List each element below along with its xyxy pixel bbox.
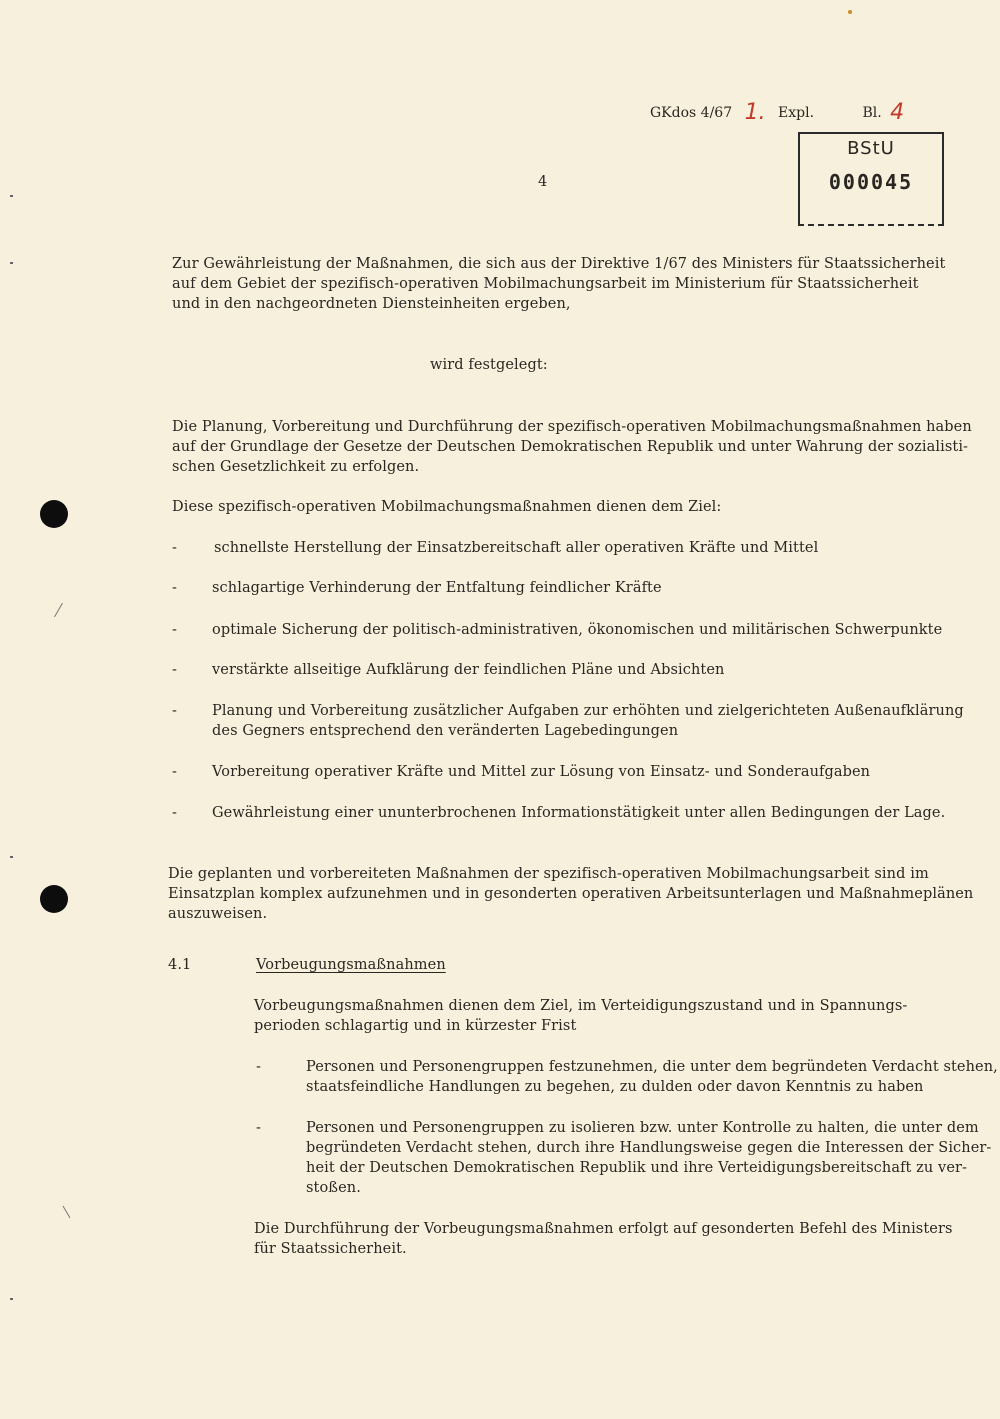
list-item-line: staatsfeindliche Handlungen zu begehen, zu dulden oder davon Kenntnis zu haben [306, 1079, 924, 1095]
paragraph-line: Einsatzplan komplex aufzunehmen und in gesonderten operativen Arbeitsunterlagen und Maßnahmeplänen [168, 886, 974, 902]
paragraph-line: Die geplanten und vorbereiteten Maßnahmen der spezifisch-operativen Mobilmachungsarbeit sind im [168, 866, 929, 882]
measures-paragraph [168, 864, 973, 924]
list-item: Gewährleistung einer ununterbrochenen Informationstätigkeit unter allen Bedingungen der Lage. [212, 805, 946, 821]
paragraph-line: auf der Grundlage der Gesetze der Deutschen Demokratischen Republik und unter Wahrung der sozialisti- [172, 439, 969, 455]
list-item: optimale Sicherung der politisch-administrativen, ökonomischen und militärischen Schwerpunkte [212, 622, 943, 638]
list-item-line: des Gegners entsprechend den veränderten Lagebedingungen [212, 723, 679, 739]
closing-paragraph [254, 1219, 953, 1259]
list-item: schnellste Herstellung der Einsatzbereitschaft aller operativen Kräfte und Mittel [214, 540, 819, 556]
edge-mark [10, 262, 13, 264]
edge-mark [10, 1298, 13, 1300]
list-item: schlagartige Verhinderung der Entfaltung feindlicher Kräfte [212, 580, 662, 596]
intro-line: Zur Gewährleistung der Maßnahmen, die sich aus der Direktive 1/67 des Ministers für Staatssicherheit [172, 256, 946, 272]
list-dash: - [256, 1059, 261, 1075]
list-item [306, 1118, 991, 1198]
list-item: verstärkte allseitige Aufklärung der feindlichen Pläne und Absichten [212, 662, 725, 678]
pencil-mark [54, 603, 63, 617]
list-item-line: begründeten Verdacht stehen, durch ihre Handlungsweise gegen die Interessen der Sicher- [306, 1140, 992, 1156]
paragraph-line: Die Durchführung der Vorbeugungsmaßnahmen erfolgt auf gesonderten Befehl des Ministers [254, 1221, 953, 1237]
list-item-line: heit der Deutschen Demokratischen Republik und ihre Verteidigungsbereitschaft zu ver- [306, 1160, 968, 1176]
pencil-mark [63, 1206, 71, 1219]
stain-dot [848, 10, 852, 14]
punch-hole [40, 885, 68, 913]
punch-hole [40, 500, 68, 528]
sheet-label: Bl. [862, 105, 882, 121]
list-item-line: Personen und Personengruppen zu isolieren bzw. unter Kontrolle zu halten, die unter dem [306, 1120, 979, 1136]
stamp-organization: BStU [847, 138, 895, 159]
list-item-line: stoßen. [306, 1180, 361, 1196]
paragraph-line: schen Gesetzlichkeit zu erfolgen. [172, 459, 420, 475]
list-dash: - [172, 622, 177, 638]
section-intro [254, 996, 907, 1036]
planning-paragraph [172, 417, 972, 477]
list-item: Vorbereitung operativer Kräfte und Mittel zur Lösung von Einsatz- und Sonderaufgaben [212, 764, 871, 780]
list-dash: - [256, 1120, 261, 1136]
section-number: 4.1 [168, 957, 192, 973]
section-title: Vorbeugungsmaßnahmen [256, 957, 446, 973]
list-dash: - [172, 805, 177, 821]
list-dash: - [172, 662, 177, 678]
list-item [306, 1057, 998, 1097]
copy-label: Expl. [778, 105, 815, 121]
goals-intro: Diese spezifisch-operativen Mobilmachungsmaßnahmen dienen dem Ziel: [172, 499, 722, 515]
paragraph-line: Vorbeugungsmaßnahmen dienen dem Ziel, im Verteidigungszustand und in Spannungs- [254, 998, 908, 1014]
list-item [212, 701, 964, 741]
archive-stamp [798, 132, 944, 226]
list-item-line: Personen und Personengruppen festzunehmen, die unter dem begründeten Verdacht stehen, [306, 1059, 998, 1075]
copy-number-handwritten: 1. [744, 100, 766, 125]
list-item-line: Planung und Vorbereitung zusätzlicher Aufgaben zur erhöhten und zielgerichteten Außenaufklärung [212, 703, 964, 719]
reference-code: GKdos 4/67 [650, 105, 733, 121]
decree-line: wird festgelegt: [430, 357, 548, 373]
list-dash: - [172, 540, 177, 556]
page-number: 4 [538, 174, 548, 190]
paragraph-line: perioden schlagartig und in kürzester Frist [254, 1018, 577, 1034]
edge-mark [10, 195, 13, 197]
intro-paragraph [172, 254, 945, 314]
sheet-number-handwritten: 4 [890, 100, 905, 125]
paragraph-line: auszuweisen. [168, 906, 268, 922]
document-reference [650, 98, 904, 123]
list-dash: - [172, 703, 177, 719]
edge-mark [10, 856, 13, 858]
intro-line: und in den nachgeordneten Diensteinheiten ergeben, [172, 296, 571, 312]
stamp-number: 000045 [828, 170, 914, 194]
list-dash: - [172, 764, 177, 780]
list-dash: - [172, 580, 177, 596]
paragraph-line: Die Planung, Vorbereitung und Durchführung der spezifisch-operativen Mobilmachungsmaßnahmen haben [172, 419, 972, 435]
intro-line: auf dem Gebiet der spezifisch-operativen Mobilmachungsarbeit im Ministerium für Staatssicherheit [172, 276, 919, 292]
paragraph-line: für Staatssicherheit. [254, 1241, 407, 1257]
